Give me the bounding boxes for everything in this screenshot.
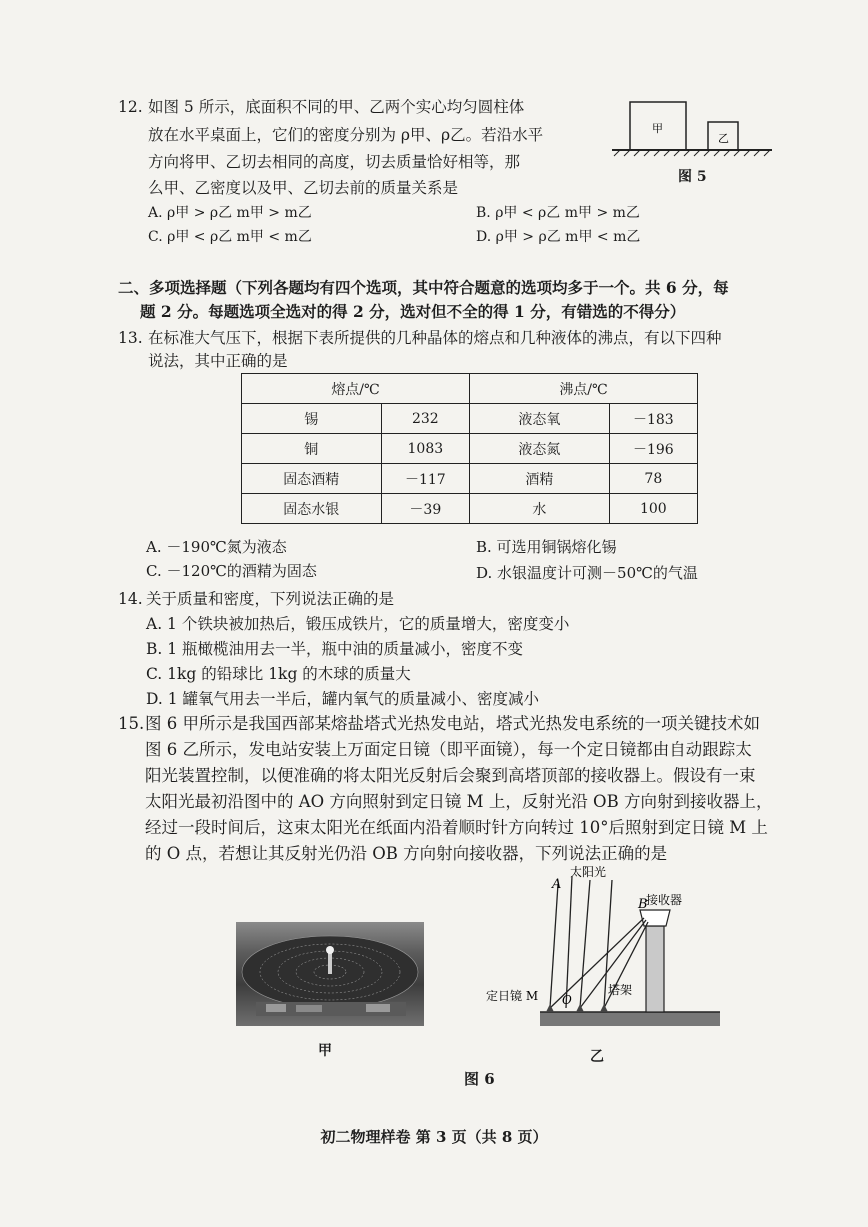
- question-12-option-a: A. ρ甲 > ρ乙 m甲 > m乙: [148, 205, 312, 221]
- question-14-stem: 关于质量和密度，下列说法正确的是: [146, 590, 395, 608]
- table-header-row: [242, 374, 698, 404]
- figure-5-caption: 图 5: [678, 169, 707, 185]
- question-13-number: 13.: [118, 329, 143, 347]
- question-13-option-d: D. 水银温度计可测－50℃的气温: [476, 564, 698, 582]
- table-cell: 232: [381, 404, 469, 434]
- question-13-line: 说法，其中正确的是: [148, 352, 288, 370]
- table-cell: 100: [609, 494, 697, 524]
- ground: [540, 1012, 720, 1026]
- header-boiling-point: 沸点/℃: [470, 374, 698, 404]
- question-12-line: 放在水平桌面上，它们的密度分别为 ρ甲、ρ乙。若沿水平: [148, 126, 544, 144]
- question-12-option-d: D. ρ甲 > ρ乙 m甲 < m乙: [476, 229, 641, 245]
- label-yi: 乙: [718, 132, 729, 145]
- table-cell: 铜: [242, 434, 382, 464]
- table-cell: －196: [609, 434, 697, 464]
- table-cell: 液态氮: [470, 434, 610, 464]
- table-cell: 锡: [242, 404, 382, 434]
- sun-rays: [550, 876, 612, 1008]
- question-13-line: 在标准大气压下，根据下表所提供的几种晶体的熔点和几种液体的沸点，有以下四种: [148, 329, 722, 347]
- solar-plant-photo: [236, 922, 424, 1026]
- question-15-line: 图 6 甲所示是我国西部某熔盐塔式光热发电站，塔式光热发电系统的一项关键技术如: [145, 714, 760, 733]
- table-row: [242, 434, 698, 464]
- question-12-line: 么甲、乙密度以及甲、乙切去前的质量关系是: [148, 179, 459, 197]
- question-14-option-c: C. 1kg 的铅球比 1kg 的木球的质量大: [146, 665, 411, 683]
- question-12-number: 12.: [118, 98, 143, 116]
- question-15-line: 经过一段时间后，这束太阳光在纸面内沿着顺时针方向转过 10°后照射到定日镜 M 上: [145, 818, 768, 837]
- label-o: O: [562, 993, 572, 1007]
- mirrors: [546, 1004, 608, 1012]
- label-receiver: 接收器: [646, 893, 683, 907]
- question-15-line: 太阳光最初沿图中的 AO 方向照射到定日镜 M 上，反射光沿 OB 方向射到接收器上，: [145, 792, 773, 811]
- table-cell: 液态氧: [470, 404, 610, 434]
- receiver: [640, 910, 670, 926]
- question-12-option-c: C. ρ甲 < ρ乙 m甲 < m乙: [148, 229, 312, 245]
- table-row: [242, 404, 698, 434]
- label-jia: 甲: [652, 122, 663, 135]
- table-cell: －117: [381, 464, 469, 494]
- table-cell: 固态酒精: [242, 464, 382, 494]
- label-heliostat: 定日镜 M: [486, 989, 539, 1003]
- page-footer: 初二物理样卷 第 3 页（共 8 页）: [320, 1128, 548, 1146]
- question-14-option-b: B. 1 瓶橄榄油用去一半，瓶中油的质量减小，密度不变: [146, 640, 524, 658]
- question-15-line: 的 O 点，若想让其反射光仍沿 OB 方向射向接收器，下列说法正确的是: [145, 844, 668, 863]
- question-14-option-d: D. 1 罐氧气用去一半后，罐内氧气的质量减小、密度减小: [146, 690, 540, 708]
- table-cell: 固态水银: [242, 494, 382, 524]
- section-2-heading: 二、多项选择题（下列各题均有四个选项，其中符合题意的选项均多于一个。共 6 分，每: [118, 278, 729, 297]
- table-cell: 酒精: [470, 464, 610, 494]
- question-12-option-b: B. ρ甲 < ρ乙 m甲 > m乙: [476, 205, 640, 221]
- figure-6-jia-caption: 甲: [318, 1043, 332, 1059]
- question-12-line: 方向将甲、乙切去相同的高度，切去质量恰好相等，那: [148, 153, 521, 171]
- figure-6-yi-caption: 乙: [590, 1049, 604, 1065]
- question-15-number: 15.: [118, 714, 145, 733]
- table-row: [242, 494, 698, 524]
- table-cell: 水: [470, 494, 610, 524]
- table-cell: －183: [609, 404, 697, 434]
- question-13-option-c: C. －120℃的酒精为固态: [146, 562, 317, 580]
- section-2-heading: 题 2 分。每题选项全选对的得 2 分，选对但不全的得 1 分，有错选的不得分）: [140, 302, 686, 321]
- label-tower: 塔架: [608, 983, 633, 997]
- question-15-line: 图 6 乙所示，发电站安装上万面定日镜（即平面镜），每一个定日镜都由自动跟踪太: [145, 740, 752, 759]
- question-13-option-a: A. －190℃氮为液态: [146, 538, 287, 556]
- figure-6-caption: 图 6: [464, 1070, 495, 1088]
- solar-field-drawing: [236, 922, 424, 1026]
- question-15-line: 阳光装置控制，以便准确的将太阳光反射后会聚到高塔顶部的接收器上。假设有一束: [145, 766, 756, 785]
- header-melting-point: 熔点/℃: [242, 374, 470, 404]
- question-14-option-a: A. 1 个铁块被加热后，锻压成铁片，它的质量增大，密度变小: [146, 615, 570, 633]
- question-13-option-b: B. 可选用铜锅熔化锡: [476, 538, 617, 556]
- label-a: A: [552, 877, 562, 892]
- heliostat-diagram: [486, 862, 726, 1048]
- melting-boiling-table: [241, 373, 698, 524]
- question-14-number: 14.: [118, 590, 143, 608]
- table-cell: －39: [381, 494, 469, 524]
- label-sunlight: 太阳光: [570, 865, 607, 879]
- tower: [646, 926, 664, 1012]
- label-b: B: [638, 897, 648, 912]
- table-cell: 1083: [381, 434, 469, 464]
- table-cell: 78: [609, 464, 697, 494]
- question-12-line: 如图 5 所示，底面积不同的甲、乙两个实心均匀圆柱体: [148, 98, 525, 116]
- table-row: [242, 464, 698, 494]
